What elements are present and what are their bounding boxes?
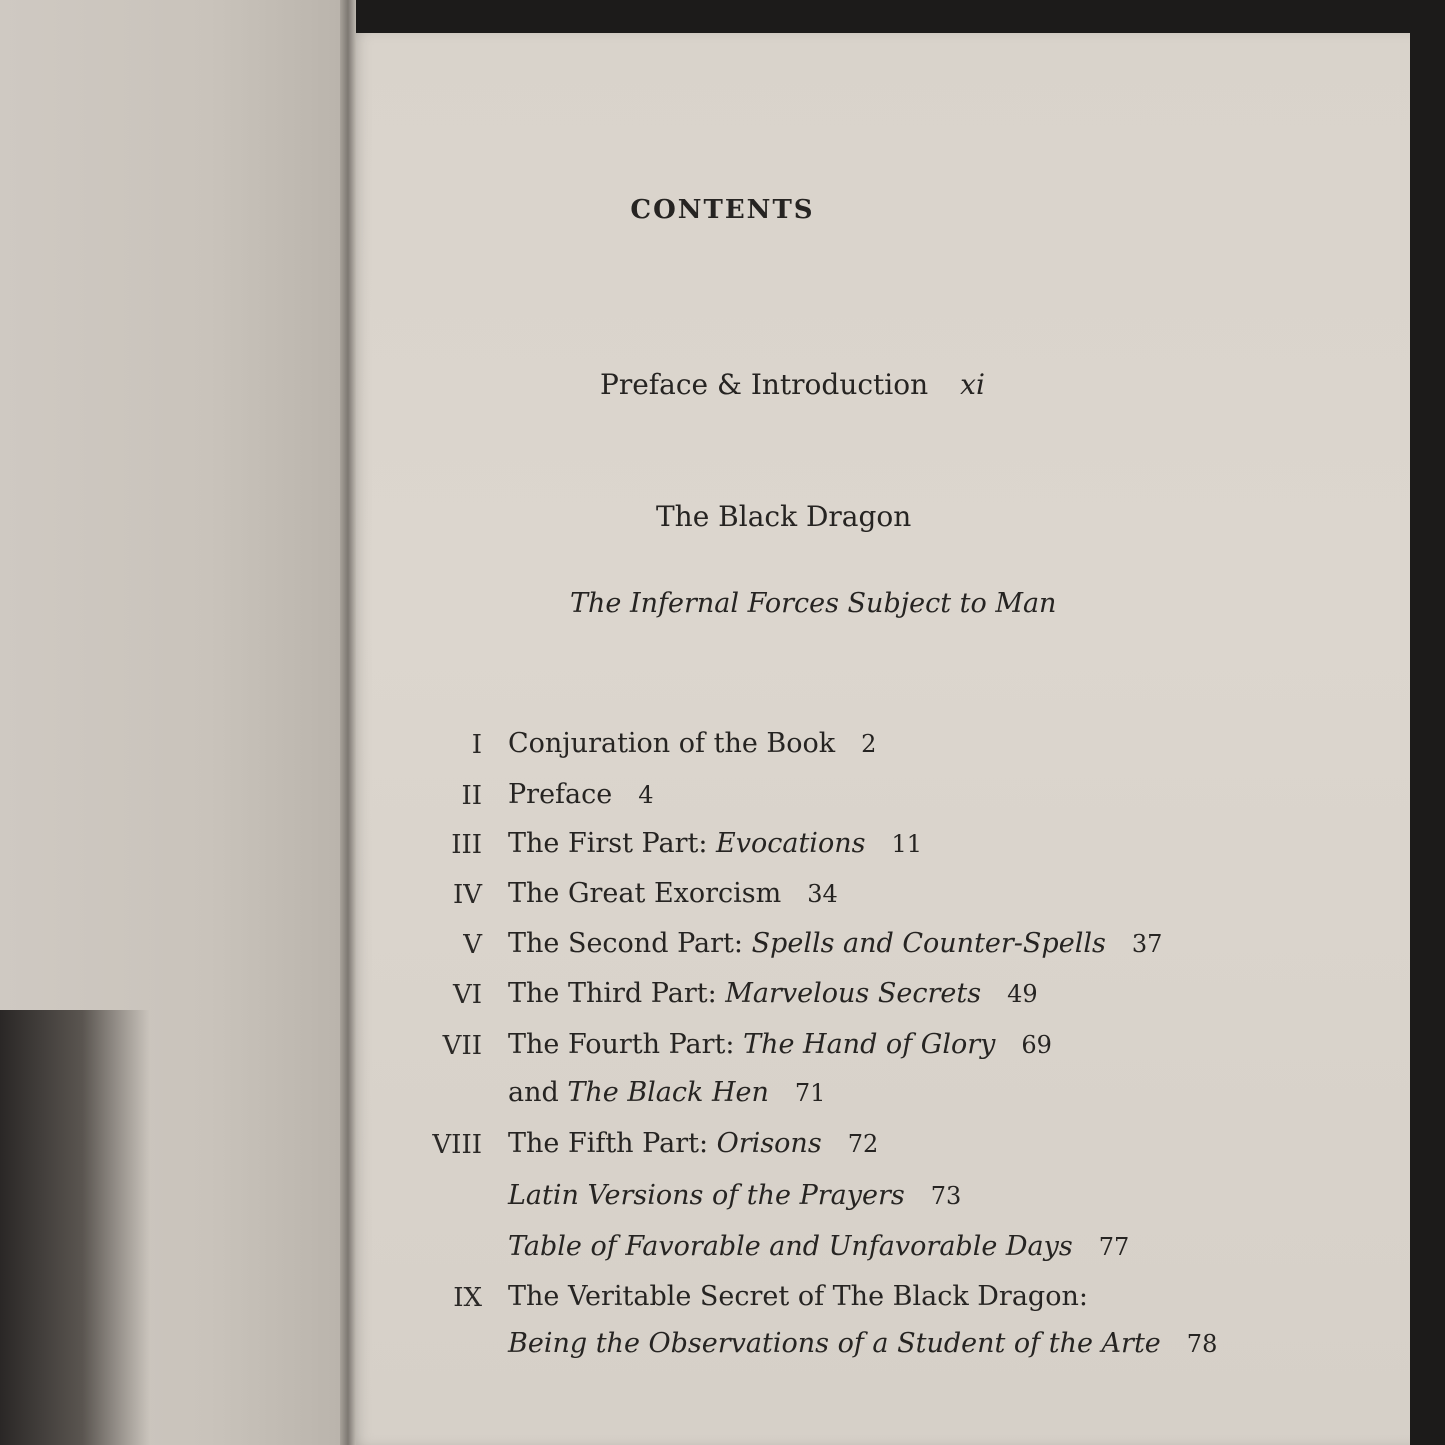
section-title: The Black Dragon <box>656 500 912 533</box>
toc-number: V <box>463 930 482 960</box>
toc-entry <box>508 1180 961 1211</box>
preface-label: Preface & Introduction <box>600 368 929 401</box>
toc-italic: Table of Favorable and Unfavorable Days <box>508 1231 1073 1262</box>
toc-number: IV <box>452 880 482 910</box>
toc-page: 73 <box>930 1182 962 1210</box>
toc-number: III <box>451 830 482 860</box>
toc-text: The First Part: <box>508 828 717 859</box>
toc-page: 4 <box>638 781 654 809</box>
toc-text: The Fourth Part: <box>508 1029 744 1060</box>
toc-entry <box>508 728 876 759</box>
toc-text: The Second Part: <box>508 928 752 959</box>
toc-number: VII <box>442 1031 482 1061</box>
toc-italic: Spells and Counter-Spells <box>751 928 1106 959</box>
toc-page: 72 <box>847 1130 879 1158</box>
toc-text: The Fifth Part: <box>508 1128 717 1159</box>
toc-entry <box>508 928 1162 959</box>
preface-entry <box>600 368 985 401</box>
toc-number: IX <box>453 1283 482 1313</box>
toc-entry <box>508 1029 1052 1060</box>
toc-page: 69 <box>1021 1031 1052 1059</box>
hand-shadow <box>0 1010 150 1445</box>
toc-text: The Great Exorcism <box>508 878 782 909</box>
toc-entry <box>508 828 922 859</box>
toc-italic: Evocations <box>716 828 866 859</box>
page-title: CONTENTS <box>630 195 815 225</box>
toc-entry <box>508 1328 1217 1359</box>
toc-entry <box>508 978 1038 1009</box>
toc-page: 71 <box>794 1079 826 1107</box>
toc-page: 2 <box>861 730 877 758</box>
toc-page: 11 <box>891 830 922 858</box>
toc-page: 37 <box>1131 930 1163 958</box>
toc-italic: Orisons <box>716 1128 822 1159</box>
toc-number: VI <box>452 980 482 1010</box>
toc-page: 34 <box>807 880 838 908</box>
toc-italic: Latin Versions of the Prayers <box>508 1180 905 1211</box>
toc-number: I <box>471 730 482 760</box>
toc-entry <box>508 1128 878 1159</box>
preface-page: xi <box>960 368 985 401</box>
toc-entry <box>508 1281 1114 1312</box>
toc-page: 49 <box>1007 980 1038 1008</box>
toc-text: Preface <box>508 779 613 810</box>
section-subtitle: The Infernal Forces Subject to Man <box>570 588 1057 619</box>
toc-entry <box>508 878 838 909</box>
toc-italic: Marvelous Secrets <box>725 978 982 1009</box>
toc-italic: The Hand of Glory <box>743 1029 996 1060</box>
toc-italic: Being the Observations of a Student of the Arte <box>508 1328 1161 1359</box>
toc-italic: The Black Hen <box>567 1077 769 1108</box>
toc-text: and <box>508 1077 568 1108</box>
toc-text: The Third Part: <box>508 978 726 1009</box>
toc-number: VIII <box>432 1130 482 1160</box>
toc-page: 78 <box>1186 1330 1218 1358</box>
toc-entry <box>508 1231 1129 1262</box>
toc-number: II <box>461 781 482 811</box>
toc-entry <box>508 1077 825 1108</box>
toc-entry <box>508 779 654 810</box>
toc-page: 77 <box>1098 1233 1130 1261</box>
toc-text: Conjuration of the Book <box>508 728 836 759</box>
toc-text: The Veritable Secret of The Black Dragon: <box>508 1281 1088 1312</box>
